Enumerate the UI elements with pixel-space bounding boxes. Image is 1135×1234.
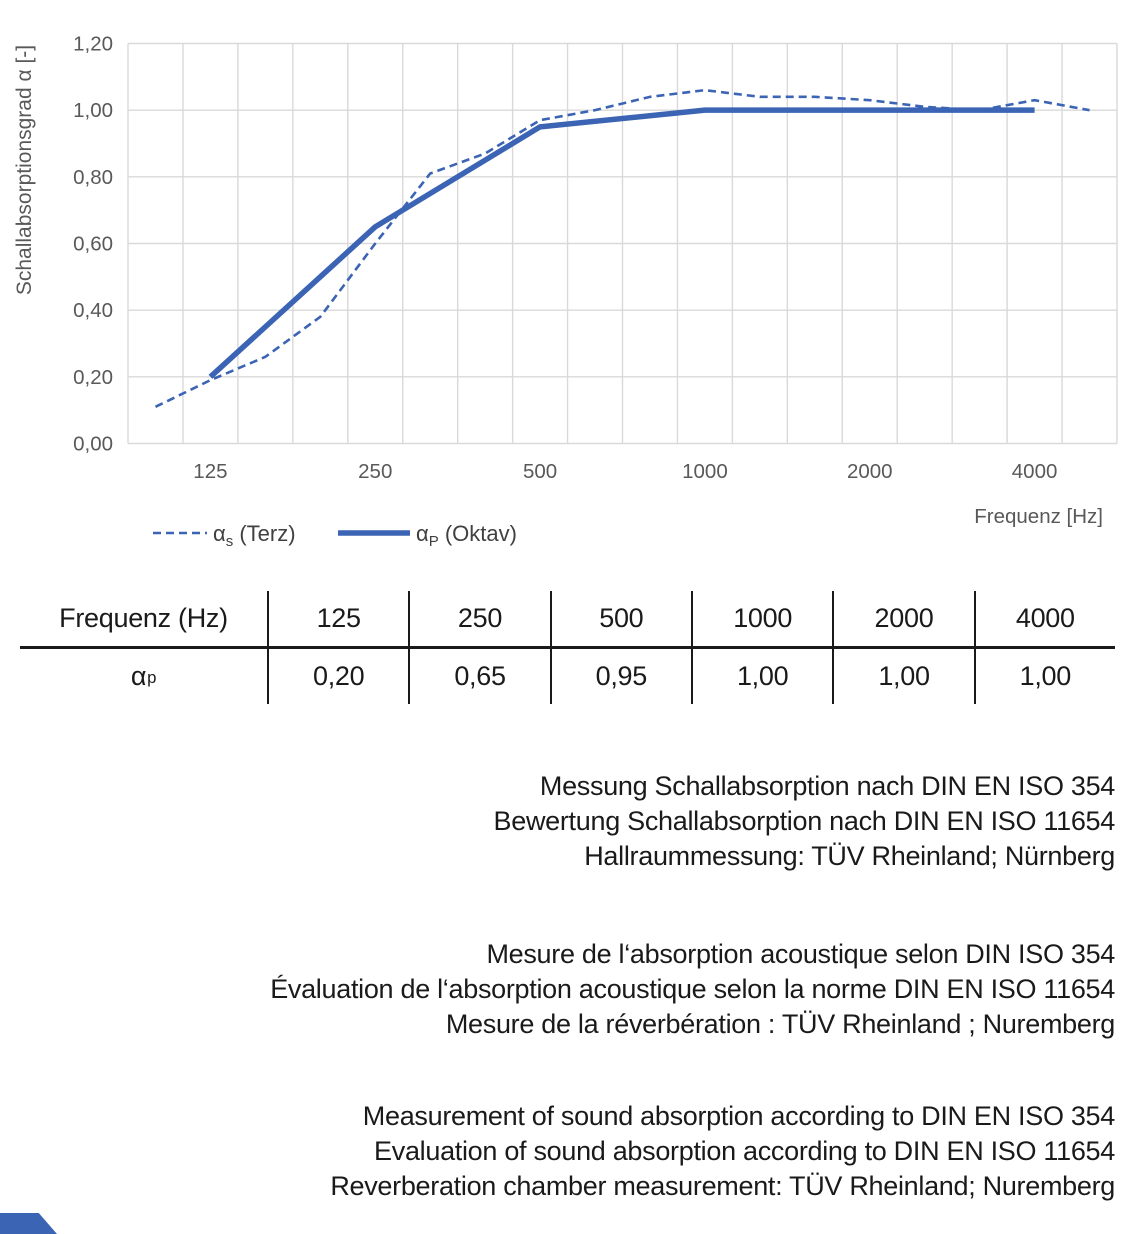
alpha-symbol: α xyxy=(130,661,147,691)
table-header-125: 125 xyxy=(267,591,408,649)
table-header-2000: 2000 xyxy=(832,591,973,649)
notes-german xyxy=(20,769,1115,874)
x-axis-title: Frequenz [Hz] xyxy=(974,505,1103,528)
table-row-label-alpha-p xyxy=(20,649,267,704)
table-header-frequency: Frequenz (Hz) xyxy=(20,591,267,649)
legend-label-terz: $\alpha_s$ (Terz) xyxy=(213,521,296,550)
table-value-1000: 1,00 xyxy=(691,649,832,704)
alpha-subscript: p xyxy=(147,668,157,688)
x-tick-label: 4000 xyxy=(1011,460,1058,483)
table-header-4000: 4000 xyxy=(974,591,1115,649)
y-tick-label: 1,00 xyxy=(73,99,113,123)
note-line: Mesure de l‘absorption acoustique selon DIN ISO 354 xyxy=(486,939,1115,969)
x-tick-label: 250 xyxy=(358,460,393,483)
y-tick-label: 0,80 xyxy=(73,165,113,189)
note-line: Evaluation of sound absorption according to DIN EN ISO 11654 xyxy=(374,1136,1115,1166)
note-line: Hallraummessung: TÜV Rheinland; Nürnberg xyxy=(584,841,1115,871)
note-line: Messung Schallabsorption nach DIN EN ISO 354 xyxy=(539,771,1115,801)
x-tick-label: 125 xyxy=(193,460,228,483)
chart-canvas xyxy=(0,0,1135,556)
y-tick-label: 0,20 xyxy=(73,365,113,389)
table-header-500: 500 xyxy=(550,591,691,649)
notes-english xyxy=(20,1099,1115,1204)
table-header-1000: 1000 xyxy=(691,591,832,649)
table-value-500: 0,95 xyxy=(550,649,691,704)
x-tick-label: 2000 xyxy=(846,460,893,483)
absorption-chart xyxy=(0,0,1135,556)
notes-french xyxy=(20,937,1115,1042)
table-value-125: 0,20 xyxy=(267,649,408,704)
y-tick-label: 0,60 xyxy=(73,232,113,256)
y-tick-label: 0,00 xyxy=(73,432,113,456)
y-tick-label: 1,20 xyxy=(73,32,113,56)
note-line: Mesure de la réverbération : TÜV Rheinland ; Nuremberg xyxy=(445,1009,1115,1039)
table-value-4000: 1,00 xyxy=(974,649,1115,704)
note-line: Évaluation de l‘absorption acoustique selon la norme DIN EN ISO 11654 xyxy=(270,974,1115,1004)
table-value-2000: 1,00 xyxy=(832,649,973,704)
note-line: Measurement of sound absorption according to DIN EN ISO 354 xyxy=(362,1101,1115,1131)
alpha-table xyxy=(20,591,1115,704)
x-tick-label: 500 xyxy=(522,460,558,483)
note-line: Bewertung Schallabsorption nach DIN EN ISO 11654 xyxy=(493,806,1115,836)
corner-brand-mark xyxy=(0,1213,57,1234)
y-tick-label: 0,40 xyxy=(73,299,113,323)
table-value-250: 0,65 xyxy=(408,649,549,704)
note-line: Reverberation chamber measurement: TÜV Rheinland; Nuremberg xyxy=(330,1171,1115,1201)
legend-label-oktav: $\alpha_P$ (Oktav) xyxy=(416,521,517,550)
x-tick-label: 1000 xyxy=(682,460,728,483)
y-axis-title: Schallabsorptionsgrad α [-] xyxy=(13,44,36,296)
table-header-250: 250 xyxy=(408,591,549,649)
